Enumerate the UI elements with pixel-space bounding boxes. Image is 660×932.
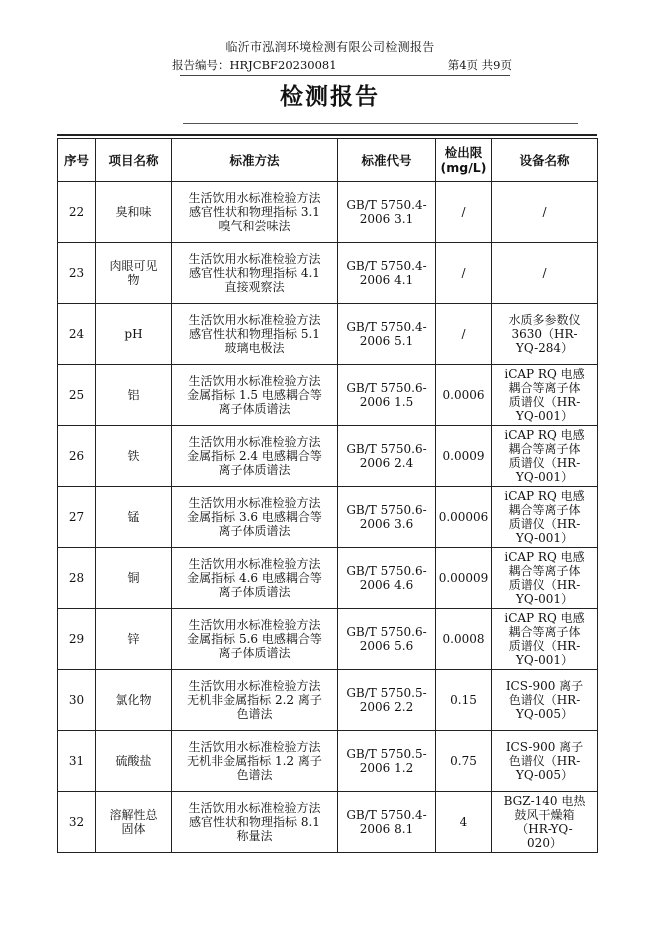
cell-equipment: iCAP RQ 电感 耦合等离子体 质谱仪（HR- YQ-001） xyxy=(492,487,598,548)
cell-limit: / xyxy=(436,243,492,304)
cell-no: 23 xyxy=(58,243,96,304)
company-header: 临沂市泓润环境检测有限公司检测报告 xyxy=(225,40,435,54)
cell-equipment: iCAP RQ 电感 耦合等离子体 质谱仪（HR- YQ-001） xyxy=(492,426,598,487)
report-number: 报告编号：HRJCBF20230081 xyxy=(172,58,337,72)
cell-method: 生活饮用水标准检验方法 感官性状和物理指标 4.1 直接观察法 xyxy=(172,243,338,304)
cell-code: GB/T 5750.5- 2006 2.2 xyxy=(338,670,436,731)
cell-code: GB/T 5750.6- 2006 2.4 xyxy=(338,426,436,487)
cell-code: GB/T 5750.6- 2006 4.6 xyxy=(338,548,436,609)
cell-limit: 4 xyxy=(436,792,492,853)
cell-equipment: iCAP RQ 电感 耦合等离子体 质谱仪（HR- YQ-001） xyxy=(492,365,598,426)
cell-code: GB/T 5750.6- 2006 3.6 xyxy=(338,487,436,548)
cell-no: 28 xyxy=(58,548,96,609)
cell-equipment: ICS-900 离子 色谱仪（HR- YQ-005） xyxy=(492,670,598,731)
cell-code: GB/T 5750.5- 2006 1.2 xyxy=(338,731,436,792)
cell-limit: / xyxy=(436,182,492,243)
table-row xyxy=(58,670,598,731)
table-top-divider xyxy=(57,134,597,136)
cell-no: 25 xyxy=(58,365,96,426)
page-number: 第4页 共9页 xyxy=(447,58,512,72)
cell-limit: 0.75 xyxy=(436,731,492,792)
cell-item: 肉眼可见 物 xyxy=(96,243,172,304)
cell-no: 26 xyxy=(58,426,96,487)
cell-limit: 0.0008 xyxy=(436,609,492,670)
cell-equipment: BGZ-140 电热 鼓风干燥箱 （HR-YQ- 020） xyxy=(492,792,598,853)
cell-no: 31 xyxy=(58,731,96,792)
cell-code: GB/T 5750.4- 2006 5.1 xyxy=(338,304,436,365)
table-header-row xyxy=(58,139,598,182)
cell-method: 生活饮用水标准检验方法 金属指标 2.4 电感耦合等 离子体质谱法 xyxy=(172,426,338,487)
cell-item: 铝 xyxy=(96,365,172,426)
cell-method: 生活饮用水标准检验方法 感官性状和物理指标 5.1 玻璃电极法 xyxy=(172,304,338,365)
table-row xyxy=(58,731,598,792)
cell-equipment: / xyxy=(492,243,598,304)
table-row xyxy=(58,792,598,853)
test-methods-table xyxy=(57,138,598,853)
table-row xyxy=(58,182,598,243)
cell-method: 生活饮用水标准检验方法 感官性状和物理指标 8.1 称量法 xyxy=(172,792,338,853)
cell-limit: 0.0006 xyxy=(436,365,492,426)
cell-method: 生活饮用水标准检验方法 金属指标 1.5 电感耦合等 离子体质谱法 xyxy=(172,365,338,426)
cell-equipment: iCAP RQ 电感 耦合等离子体 质谱仪（HR- YQ-001） xyxy=(492,548,598,609)
cell-method: 生活饮用水标准检验方法 无机非金属指标 2.2 离子 色谱法 xyxy=(172,670,338,731)
table-row xyxy=(58,304,598,365)
cell-item: 铁 xyxy=(96,426,172,487)
cell-limit: / xyxy=(436,304,492,365)
column-header-limit: 检出限 (mg/L) xyxy=(436,139,492,182)
cell-limit: 0.15 xyxy=(436,670,492,731)
table-row xyxy=(58,243,598,304)
cell-no: 24 xyxy=(58,304,96,365)
cell-equipment: ICS-900 离子 色谱仪（HR- YQ-005） xyxy=(492,731,598,792)
cell-item: 氯化物 xyxy=(96,670,172,731)
cell-limit: 0.00006 xyxy=(436,487,492,548)
cell-method: 生活饮用水标准检验方法 无机非金属指标 1.2 离子 色谱法 xyxy=(172,731,338,792)
cell-item: 臭和味 xyxy=(96,182,172,243)
cell-code: GB/T 5750.6- 2006 1.5 xyxy=(338,365,436,426)
cell-item: 锰 xyxy=(96,487,172,548)
cell-limit: 0.00009 xyxy=(436,548,492,609)
table-row xyxy=(58,548,598,609)
cell-code: GB/T 5750.6- 2006 5.6 xyxy=(338,609,436,670)
cell-code: GB/T 5750.4- 2006 3.1 xyxy=(338,182,436,243)
cell-equipment: 水质多参数仪 3630（HR- YQ-284） xyxy=(492,304,598,365)
cell-no: 29 xyxy=(58,609,96,670)
title-divider xyxy=(183,123,578,124)
column-header-equipment: 设备名称 xyxy=(492,139,598,182)
cell-code: GB/T 5750.4- 2006 8.1 xyxy=(338,792,436,853)
cell-method: 生活饮用水标准检验方法 感官性状和物理指标 3.1 嗅气和尝味法 xyxy=(172,182,338,243)
column-header-code: 标准代号 xyxy=(338,139,436,182)
cell-method: 生活饮用水标准检验方法 金属指标 3.6 电感耦合等 离子体质谱法 xyxy=(172,487,338,548)
cell-no: 32 xyxy=(58,792,96,853)
cell-item: 铜 xyxy=(96,548,172,609)
table-row xyxy=(58,365,598,426)
page-title: 检测报告 xyxy=(280,84,380,110)
cell-item: 硫酸盐 xyxy=(96,731,172,792)
table-row xyxy=(58,609,598,670)
table-body xyxy=(58,182,598,853)
cell-method: 生活饮用水标准检验方法 金属指标 5.6 电感耦合等 离子体质谱法 xyxy=(172,609,338,670)
cell-code: GB/T 5750.4- 2006 4.1 xyxy=(338,243,436,304)
cell-method: 生活饮用水标准检验方法 金属指标 4.6 电感耦合等 离子体质谱法 xyxy=(172,548,338,609)
cell-item: 溶解性总 固体 xyxy=(96,792,172,853)
cell-limit: 0.0009 xyxy=(436,426,492,487)
column-header-item: 项目名称 xyxy=(96,139,172,182)
column-header-no: 序号 xyxy=(58,139,96,182)
cell-no: 27 xyxy=(58,487,96,548)
cell-item: pH xyxy=(96,304,172,365)
cell-equipment: iCAP RQ 电感 耦合等离子体 质谱仪（HR- YQ-001） xyxy=(492,609,598,670)
cell-item: 锌 xyxy=(96,609,172,670)
table-row xyxy=(58,426,598,487)
cell-no: 30 xyxy=(58,670,96,731)
cell-no: 22 xyxy=(58,182,96,243)
column-header-method: 标准方法 xyxy=(172,139,338,182)
header-divider xyxy=(180,75,510,76)
table-row xyxy=(58,487,598,548)
cell-equipment: / xyxy=(492,182,598,243)
